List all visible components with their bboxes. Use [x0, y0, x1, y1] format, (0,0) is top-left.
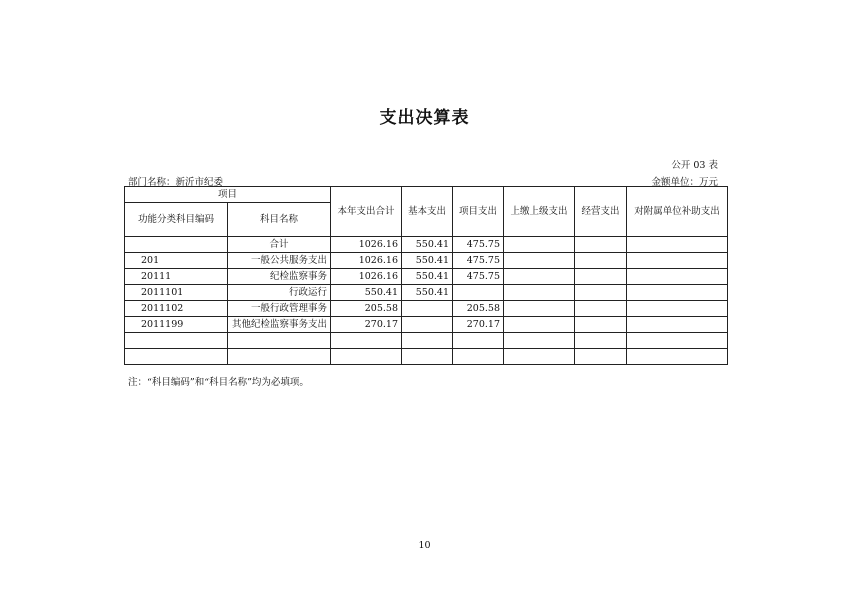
- department-name: 部门名称：新沂市纪委: [128, 177, 224, 188]
- cell-basic: 550.41: [402, 253, 453, 269]
- cell-basic: 550.41: [402, 285, 453, 301]
- cell-project: 270.17: [453, 317, 504, 333]
- cell-name: 其他纪检监察事务支出: [228, 317, 331, 333]
- cell-subsidy: [627, 237, 728, 253]
- cell-subsidy: [627, 349, 728, 365]
- cell-project: 475.75: [453, 237, 504, 253]
- cell-upper: [504, 253, 575, 269]
- cell-business: [575, 301, 627, 317]
- table-row: [125, 237, 728, 253]
- cell-upper: [504, 333, 575, 349]
- header-subsidy: 对附属单位补助支出: [627, 187, 728, 237]
- cell-basic: [402, 317, 453, 333]
- cell-business: [575, 285, 627, 301]
- header-name: 科目名称: [228, 203, 331, 237]
- cell-subsidy: [627, 301, 728, 317]
- cell-total: 205.58: [331, 301, 402, 317]
- cell-upper: [504, 317, 575, 333]
- table-row: [125, 333, 728, 349]
- cell-business: [575, 269, 627, 285]
- cell-total: 1026.16: [331, 237, 402, 253]
- table-row: [125, 349, 728, 365]
- amount-unit: 金额单位：万元: [651, 177, 718, 188]
- cell-name: 一般行政管理事务: [228, 301, 331, 317]
- cell-name: [228, 333, 331, 349]
- table-row: [125, 301, 728, 317]
- cell-name: 纪检监察事务: [228, 269, 331, 285]
- cell-total: 550.41: [331, 285, 402, 301]
- cell-code: 20111: [125, 269, 228, 285]
- cell-project: 475.75: [453, 253, 504, 269]
- cell-code: 2011199: [125, 317, 228, 333]
- cell-basic: [402, 349, 453, 365]
- cell-upper: [504, 349, 575, 365]
- cell-basic: [402, 333, 453, 349]
- cell-business: [575, 317, 627, 333]
- cell-business: [575, 237, 627, 253]
- cell-business: [575, 349, 627, 365]
- cell-basic: 550.41: [402, 269, 453, 285]
- cell-upper: [504, 285, 575, 301]
- cell-upper: [504, 269, 575, 285]
- cell-name: 合计: [228, 237, 331, 253]
- cell-name: [228, 349, 331, 365]
- table-row: [125, 317, 728, 333]
- cell-total: 1026.16: [331, 269, 402, 285]
- cell-code: 201: [125, 253, 228, 269]
- table-row: [125, 253, 728, 269]
- header-code: 功能分类科目编码: [125, 203, 228, 237]
- header-basic: 基本支出: [402, 187, 453, 237]
- cell-basic: 550.41: [402, 237, 453, 253]
- table-row: [125, 269, 728, 285]
- table-row: [125, 285, 728, 301]
- header-item: 项目: [125, 187, 331, 203]
- cell-upper: [504, 301, 575, 317]
- header-upper: 上缴上级支出: [504, 187, 575, 237]
- cell-project: 475.75: [453, 269, 504, 285]
- cell-code: 2011101: [125, 285, 228, 301]
- header-business: 经营支出: [575, 187, 627, 237]
- cell-code: [125, 333, 228, 349]
- cell-project: [453, 285, 504, 301]
- cell-project: 205.58: [453, 301, 504, 317]
- cell-project: [453, 349, 504, 365]
- cell-project: [453, 333, 504, 349]
- cell-business: [575, 253, 627, 269]
- cell-code: [125, 349, 228, 365]
- expenditure-table: [124, 186, 728, 365]
- form-number: 公开 03 表: [671, 160, 718, 171]
- cell-code: [125, 237, 228, 253]
- cell-total: 1026.16: [331, 253, 402, 269]
- cell-subsidy: [627, 253, 728, 269]
- cell-code: 2011102: [125, 301, 228, 317]
- cell-subsidy: [627, 285, 728, 301]
- cell-total: [331, 333, 402, 349]
- cell-total: [331, 349, 402, 365]
- cell-subsidy: [627, 317, 728, 333]
- header-project: 项目支出: [453, 187, 504, 237]
- header-total: 本年支出合计: [331, 187, 402, 237]
- cell-basic: [402, 301, 453, 317]
- footnote: 注：“科目编码”和“科目名称”均为必填项。: [128, 377, 309, 388]
- cell-subsidy: [627, 269, 728, 285]
- page-number: 10: [418, 540, 431, 551]
- cell-name: 一般公共服务支出: [228, 253, 331, 269]
- cell-upper: [504, 237, 575, 253]
- page-title: 支出决算表: [379, 108, 470, 128]
- cell-subsidy: [627, 333, 728, 349]
- cell-business: [575, 333, 627, 349]
- cell-name: 行政运行: [228, 285, 331, 301]
- cell-total: 270.17: [331, 317, 402, 333]
